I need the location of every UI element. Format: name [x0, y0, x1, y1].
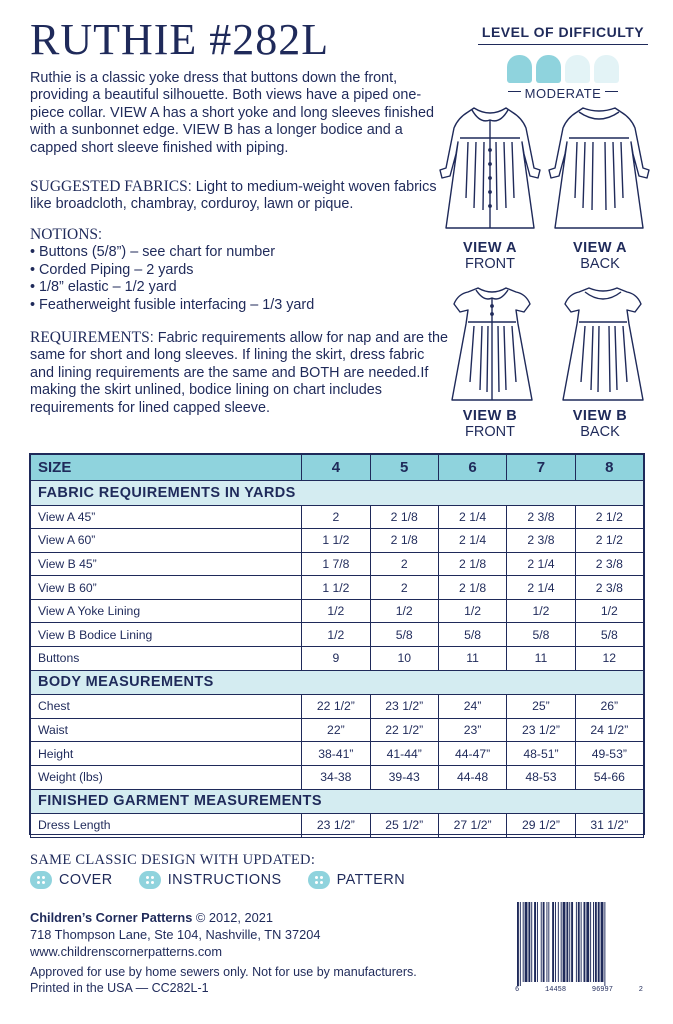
view-b-back-label	[560, 408, 640, 440]
same-design-heading: SAME CLASSIC DESIGN WITH UPDATED:	[30, 852, 316, 868]
row-value: 2 1/4	[507, 576, 575, 600]
barcode-bar	[543, 902, 545, 982]
table-row	[31, 552, 644, 576]
row-value: 1 1/2	[302, 529, 370, 553]
row-value: 2 1/8	[370, 505, 438, 529]
row-value: 1/2	[302, 623, 370, 647]
barcode-bar	[563, 902, 566, 982]
updated-items	[30, 871, 431, 889]
view-a-back-label	[560, 240, 640, 272]
barcode-bar	[520, 902, 521, 986]
view-b-back-sketch	[557, 282, 649, 404]
row-value: 29 1/2”	[507, 814, 575, 838]
difficulty-label: LEVEL OF DIFFICULTY	[478, 24, 648, 45]
row-value: 26”	[575, 695, 643, 719]
barcode-bar	[541, 902, 542, 982]
barcode-bar	[537, 902, 538, 982]
view-a-back-sketch	[543, 98, 655, 233]
row-value: 11	[438, 647, 506, 671]
suggested-fabrics-heading: SUGGESTED FABRICS	[30, 178, 188, 195]
table-row	[31, 814, 644, 838]
pattern-title: RUTHIE #282L	[30, 15, 330, 64]
barcode-bar	[528, 902, 530, 982]
barcode-bar	[598, 902, 600, 982]
barcode-digit: 2	[638, 986, 643, 994]
row-value: 9	[302, 647, 370, 671]
table-row	[31, 765, 644, 789]
row-value: 10	[370, 647, 438, 671]
table-row	[31, 576, 644, 600]
barcode-bar	[601, 902, 604, 982]
row-label: View A 60”	[31, 529, 302, 553]
view-name: VIEW A	[572, 240, 628, 256]
table-row	[31, 599, 644, 623]
button-icon	[308, 871, 330, 889]
section-header-row	[31, 481, 644, 506]
row-label: Waist	[31, 718, 302, 742]
table-row	[31, 742, 644, 766]
pattern-description: Ruthie is a classic yoke dress that buttons down the front, providing a beautiful silhouette. Both views have a piped one-piece collar. VIEW A has a short yoke and long sleeves finished with a sunbonnet edge. VIEW B has a longer bodice and a capped short sleeve finished with piping.	[30, 70, 434, 156]
row-value: 22 1/2”	[302, 695, 370, 719]
company-name: Children’s Corner Patterns	[30, 910, 193, 925]
row-value: 5/8	[438, 623, 506, 647]
row-value: 48-53	[507, 765, 575, 789]
row-value: 5/8	[507, 623, 575, 647]
table-row	[31, 718, 644, 742]
row-value: 1/2	[575, 599, 643, 623]
row-value: 2 1/8	[438, 552, 506, 576]
view-b-front-sketch	[446, 282, 538, 404]
view-b-front-label	[450, 408, 530, 440]
barcode-bar	[578, 902, 580, 982]
table-row	[31, 647, 644, 671]
size-header-cell: 5	[370, 455, 438, 481]
row-value: 5/8	[575, 623, 643, 647]
row-value: 2 1/4	[507, 552, 575, 576]
barcode-bar	[576, 902, 577, 982]
row-value: 1 1/2	[302, 576, 370, 600]
row-value: 41-44”	[370, 742, 438, 766]
barcode-digit: 96997	[591, 986, 613, 994]
size-chart-table	[30, 454, 644, 838]
barcode-bar	[548, 902, 549, 982]
row-value: 39-43	[370, 765, 438, 789]
barcode-bar	[561, 902, 562, 982]
barcode-bar	[604, 902, 605, 986]
updated-item-label: INSTRUCTIONS	[167, 872, 282, 888]
row-value: 2	[370, 552, 438, 576]
barcode-bar	[586, 902, 589, 982]
company-address: 718 Thompson Lane, Ste 104, Nashville, TN 37204	[30, 927, 321, 942]
row-value: 2 1/4	[438, 505, 506, 529]
thimble-icon	[565, 55, 590, 83]
barcode-bar	[525, 902, 528, 982]
row-label: Dress Length	[31, 814, 302, 838]
row-value: 24”	[438, 695, 506, 719]
company-website: www.childrenscornerpatterns.com	[30, 944, 223, 959]
suggested-fabrics	[30, 178, 450, 214]
row-value: 34-38	[302, 765, 370, 789]
row-value: 1/2	[302, 599, 370, 623]
row-value: 1/2	[438, 599, 506, 623]
section-title: BODY MEASUREMENTS	[31, 670, 644, 695]
barcode-bar	[566, 902, 568, 982]
notions	[30, 226, 450, 314]
row-value: 5/8	[370, 623, 438, 647]
usage-notice	[30, 964, 417, 996]
button-icon	[30, 871, 52, 889]
notion-item: • Buttons (5/8”) – see chart for number	[30, 244, 275, 261]
row-value: 2	[370, 576, 438, 600]
notions-list	[30, 244, 450, 314]
row-value: 54-66	[575, 765, 643, 789]
row-label: View B Bodice Lining	[31, 623, 302, 647]
row-label: Weight (lbs)	[31, 765, 302, 789]
row-value: 31 1/2”	[575, 814, 643, 838]
row-value: 2 1/8	[438, 576, 506, 600]
company-line	[30, 909, 321, 926]
barcode-bar	[517, 902, 519, 986]
row-value: 1/2	[370, 599, 438, 623]
row-value: 49-53”	[575, 742, 643, 766]
printed-text: Printed in the USA — CC282L-1	[30, 981, 209, 995]
requirements	[30, 329, 450, 417]
view-side: FRONT	[465, 256, 515, 272]
barcode-digits	[513, 986, 645, 994]
view-side: BACK	[580, 256, 620, 272]
barcode-bar	[571, 902, 573, 982]
row-value: 2 1/4	[438, 529, 506, 553]
barcode-bar	[590, 902, 591, 982]
updated-item-instructions	[139, 871, 282, 889]
size-header-label: SIZE	[31, 455, 302, 481]
view-side: BACK	[580, 424, 620, 440]
row-value: 24 1/2”	[575, 718, 643, 742]
row-value: 2 3/8	[507, 505, 575, 529]
row-value: 23 1/2”	[302, 814, 370, 838]
notions-heading: NOTIONS:	[30, 226, 103, 243]
row-label: Height	[31, 742, 302, 766]
section-title: FABRIC REQUIREMENTS IN YARDS	[31, 481, 644, 506]
row-value: 11	[507, 647, 575, 671]
table-row	[31, 529, 644, 553]
barcode-bar	[546, 902, 547, 982]
requirements-text: : Fabric requirements allow for nap and are the same for short and long sleeves. If lining the skirt, dress fabric and lining requirements are the same and BOTH are needed.If making the skirt unlined, bodice lining on chart includes requirements for lined capped sleeve.	[30, 330, 449, 416]
company-info	[30, 909, 321, 960]
size-chart	[29, 453, 645, 835]
row-value: 12	[575, 647, 643, 671]
updated-item-label: PATTERN	[336, 872, 406, 888]
table-row	[31, 505, 644, 529]
row-value: 22 1/2”	[370, 718, 438, 742]
row-value: 2 3/8	[575, 552, 643, 576]
row-value: 1 7/8	[302, 552, 370, 576]
row-value: 2 1/8	[370, 529, 438, 553]
row-label: View B 45”	[31, 552, 302, 576]
view-a-front-sketch	[434, 98, 546, 233]
row-label: View B 60”	[31, 576, 302, 600]
notions-heading-text: NOTIONS	[30, 226, 99, 243]
row-value: 23 1/2”	[507, 718, 575, 742]
view-a-front-label	[450, 240, 530, 272]
barcode-bar	[523, 902, 524, 982]
barcode-bar	[552, 902, 554, 982]
barcode-bar	[531, 902, 532, 982]
barcode-bar	[581, 902, 582, 982]
approved-text: Approved for use by home sewers only. Not for use by manufacturers.	[30, 965, 417, 979]
barcode-bar	[558, 902, 559, 982]
table-row	[31, 623, 644, 647]
view-name: VIEW A	[462, 240, 518, 256]
row-value: 23”	[438, 718, 506, 742]
barcode-bar	[593, 902, 594, 982]
view-name: VIEW B	[572, 408, 628, 424]
row-value: 27 1/2”	[438, 814, 506, 838]
row-value: 25 1/2”	[370, 814, 438, 838]
updated-item-label: COVER	[59, 872, 113, 888]
company-copyright: © 2012, 2021	[192, 910, 273, 925]
size-header-cell: 6	[438, 455, 506, 481]
notion-item: • Corded Piping – 2 yards	[30, 261, 194, 278]
updated-item-cover	[30, 871, 113, 889]
barcode-bars	[513, 900, 645, 986]
row-value: 44-48	[438, 765, 506, 789]
row-value: 2 3/8	[575, 576, 643, 600]
barcode-digit: 14458	[545, 986, 567, 994]
row-value: 48-51”	[507, 742, 575, 766]
barcode	[513, 900, 645, 994]
size-header-row	[31, 455, 644, 481]
difficulty-thimbles	[478, 55, 648, 83]
barcode-bar	[595, 902, 597, 982]
barcode-bar	[534, 902, 536, 982]
size-header-cell: 8	[575, 455, 643, 481]
row-label: View A 45”	[31, 505, 302, 529]
suggested-fabrics-text: : Light to medium-weight woven fabrics like broadcloth, chambray, corduroy, lawn or pique.	[30, 179, 437, 213]
row-label: Chest	[31, 695, 302, 719]
difficulty-indicator	[478, 24, 648, 99]
size-header-cell: 4	[302, 455, 370, 481]
row-value: 38-41”	[302, 742, 370, 766]
barcode-digit: 6	[515, 986, 520, 994]
difficulty-level-text: MODERATE	[521, 86, 606, 101]
row-value: 23 1/2”	[370, 695, 438, 719]
barcode-bar	[584, 902, 586, 982]
row-value: 44-47”	[438, 742, 506, 766]
thimble-icon	[594, 55, 619, 83]
thimble-icon	[536, 55, 561, 83]
row-value: 25”	[507, 695, 575, 719]
section-header-row	[31, 670, 644, 695]
view-side: FRONT	[465, 424, 515, 440]
requirements-heading: REQUIREMENTS	[30, 329, 150, 346]
size-header-cell: 7	[507, 455, 575, 481]
row-value: 2 1/2	[575, 529, 643, 553]
section-header-row	[31, 789, 644, 814]
row-value: 22”	[302, 718, 370, 742]
barcode-bar	[569, 902, 570, 982]
row-value: 2 1/2	[575, 505, 643, 529]
view-name: VIEW B	[462, 408, 518, 424]
button-icon	[139, 871, 161, 889]
updated-item-pattern	[308, 871, 406, 889]
thimble-icon	[507, 55, 532, 83]
section-title: FINISHED GARMENT MEASUREMENTS	[31, 789, 644, 814]
notion-item: • Featherweight fusible interfacing – 1/3 yard	[30, 296, 315, 313]
difficulty-level	[478, 85, 648, 99]
row-value: 1/2	[507, 599, 575, 623]
barcode-bar	[555, 902, 556, 982]
row-label: Buttons	[31, 647, 302, 671]
notion-item: • 1/8” elastic – 1/2 yard	[30, 279, 177, 296]
row-value: 2	[302, 505, 370, 529]
table-row	[31, 695, 644, 719]
row-value: 2 3/8	[507, 529, 575, 553]
row-label: View A Yoke Lining	[31, 599, 302, 623]
